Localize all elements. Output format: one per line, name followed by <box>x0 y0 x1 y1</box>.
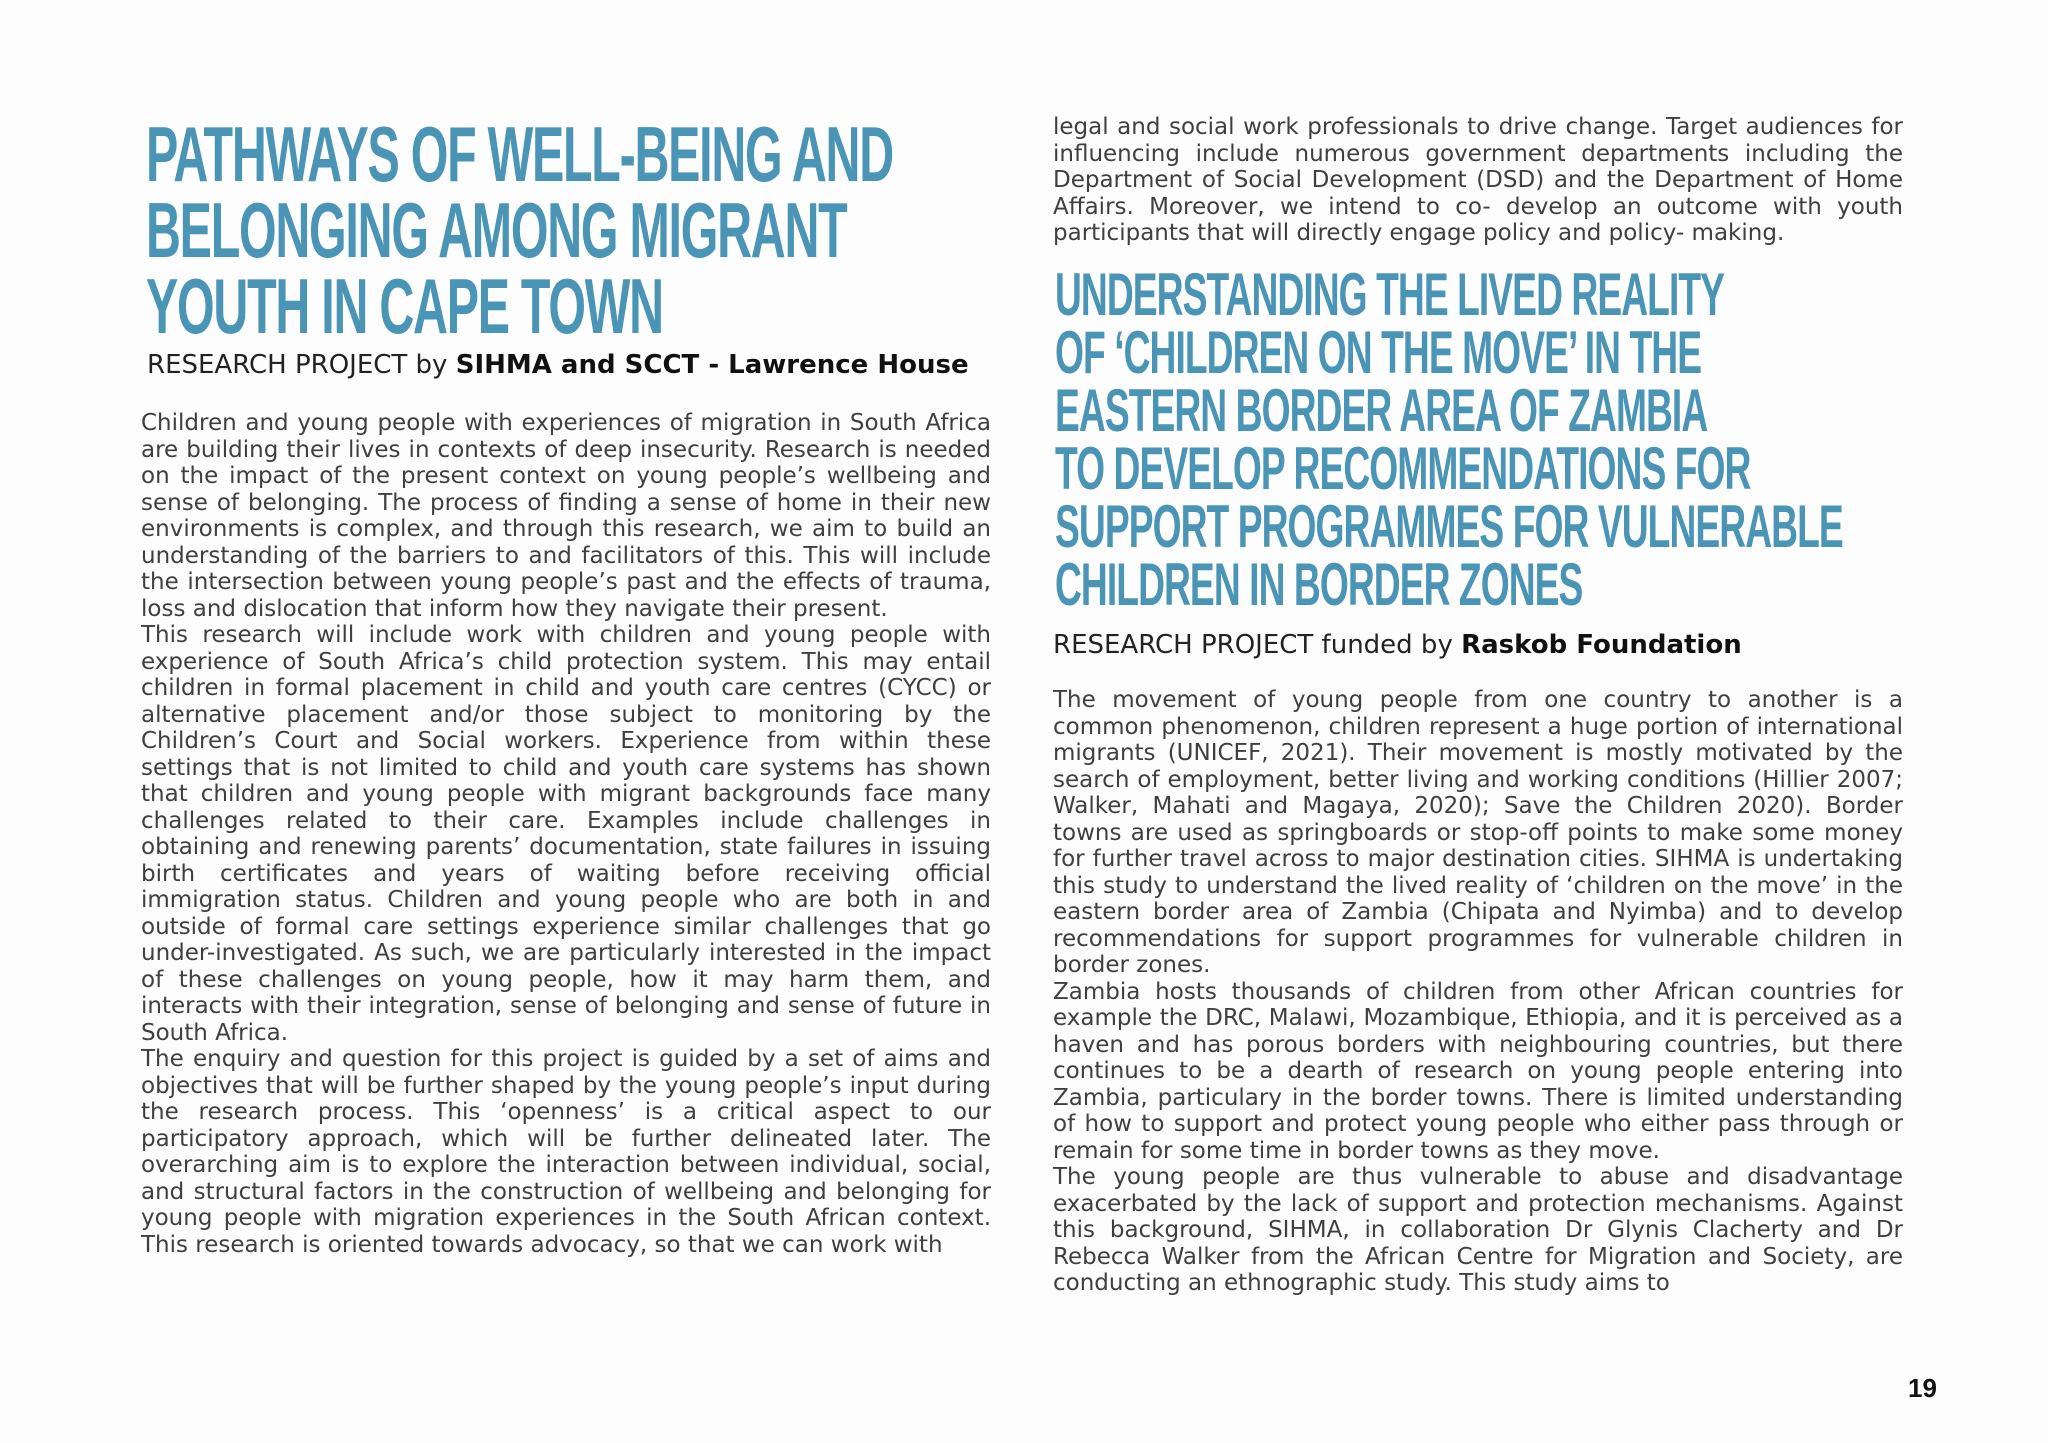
subtitle-prefix: RESEARCH PROJECT funded by <box>1053 630 1462 660</box>
left-article-body <box>141 410 991 1258</box>
page-number: 19 <box>1908 1373 1937 1403</box>
title-line: EASTERN BORDER AREA OF ZAMBIA <box>1055 377 1708 444</box>
right-article-body <box>1053 687 1903 1297</box>
title-line: YOUTH IN CAPE TOWN <box>146 262 663 350</box>
subtitle-prefix: RESEARCH PROJECT by <box>147 350 456 380</box>
body-paragraph: The movement of young people from one country to another is a common phenomenon, children represent a huge portion of international migrants (UNICEF, 2021). Their movement is mostly motivated by the search of employment, better living and working conditions (Hillier 2007; Walker, Mahati and Magaya, 2020); Save the Children 2020). Border towns are used as springboards or stop-off points to make some money for further travel across to major destination cities. SIHMA is undertaking this study to understand the lived reality of ‘children on the move’ in the eastern border area of Zambia (Chipata and Nyimba) and to develop recommendations for support programmes for vulnerable children in border zones. <box>1053 687 1903 978</box>
title-line: BELONGING AMONG MIGRANT <box>146 186 847 274</box>
left-article-subtitle <box>147 350 969 380</box>
title-line: TO DEVELOP RECOMMENDATIONS FOR <box>1055 435 1751 502</box>
title-line: CHILDREN IN BORDER ZONES <box>1055 551 1583 618</box>
right-article-title <box>1055 261 1843 618</box>
subtitle-organization: SIHMA and SCCT - Lawrence House <box>455 350 969 380</box>
body-paragraph: Children and young people with experiences of migration in South Africa are building their lives in contexts of deep insecurity. Research is needed on the impact of the present context on young people’s wellbeing and sense of belonging. The process of finding a sense of home in their new environments is complex, and through this research, we aim to build an understanding of the barriers to and facilitators of this. This will include the intersection between young people’s past and the effects of trauma, loss and dislocation that inform how they navigate their present. <box>141 410 991 622</box>
body-paragraph: Zambia hosts thousands of children from other African countries for example the DRC, Malawi, Mozambique, Ethiopia, and it is perceived as a haven and has porous borders with neighbouring countries, but there continues to be a dearth of research on young people entering into Zambia, particulary in the border towns. There is limited understanding of how to support and protect young people who either pass through or remain for some time in border towns as they move. <box>1053 978 1903 1164</box>
body-paragraph: This research will include work with children and young people with experience of South Africa’s child protection system. This may entail children in formal placement in child and youth care centres (CYCC) or alternative placement and/or those subject to monitoring by the Children’s Court and Social workers. Experience from within these settings that is not limited to child and youth care systems has shown that children and young people with migrant backgrounds face many challenges related to their care. Examples include challenges in obtaining and renewing parents’ documentation, state failures in issuing birth certificates and years of waiting before receiving official immigration status. Children and young people who are both in and outside of formal care settings experience similar challenges that go under-investigated. As such, we are particularly interested in the impact of these challenges on young people, how it may harm them, and interacts with their integration, sense of belonging and sense of future in South Africa. <box>141 622 991 1046</box>
continued-paragraph <box>1053 114 1903 247</box>
body-paragraph: The young people are thus vulnerable to abuse and disadvantage exacerbated by the lack of support and protection mechanisms. Against this background, SIHMA, in collaboration Dr Glynis Clacherty and Dr Rebecca Walker from the African Centre for Migration and Society, are conducting an ethnographic study. This study aims to <box>1053 1164 1903 1296</box>
title-line: OF ‘CHILDREN ON THE MOVE’ IN THE <box>1055 319 1702 386</box>
left-article-title <box>146 110 893 350</box>
title-line: UNDERSTANDING THE LIVED REALITY <box>1055 261 1725 328</box>
title-line: PATHWAYS OF WELL-BEING AND <box>146 110 893 198</box>
right-article-subtitle <box>1053 630 1742 660</box>
title-line: SUPPORT PROGRAMMES FOR VULNERABLE <box>1055 493 1843 560</box>
body-paragraph: legal and social work professionals to drive change. Target audiences for influencing include numerous government departments including the Department of Social Development (DSD) and the Department of Home Affairs. Moreover, we intend to co- develop an outcome with youth participants that will directly engage policy and policy- making. <box>1053 114 1903 246</box>
subtitle-organization: Raskob Foundation <box>1461 630 1742 660</box>
body-paragraph: The enquiry and question for this project is guided by a set of aims and objectives that will be further shaped by the young people’s input during the research process. This ‘openness’ is a critical aspect to our participatory approach, which will be further delineated later. The overarching aim is to explore the interaction between individual, social, and structural factors in the construction of wellbeing and belonging for young people with migration experiences in the South African context. This research is oriented towards advocacy, so that we can work with <box>141 1046 991 1258</box>
